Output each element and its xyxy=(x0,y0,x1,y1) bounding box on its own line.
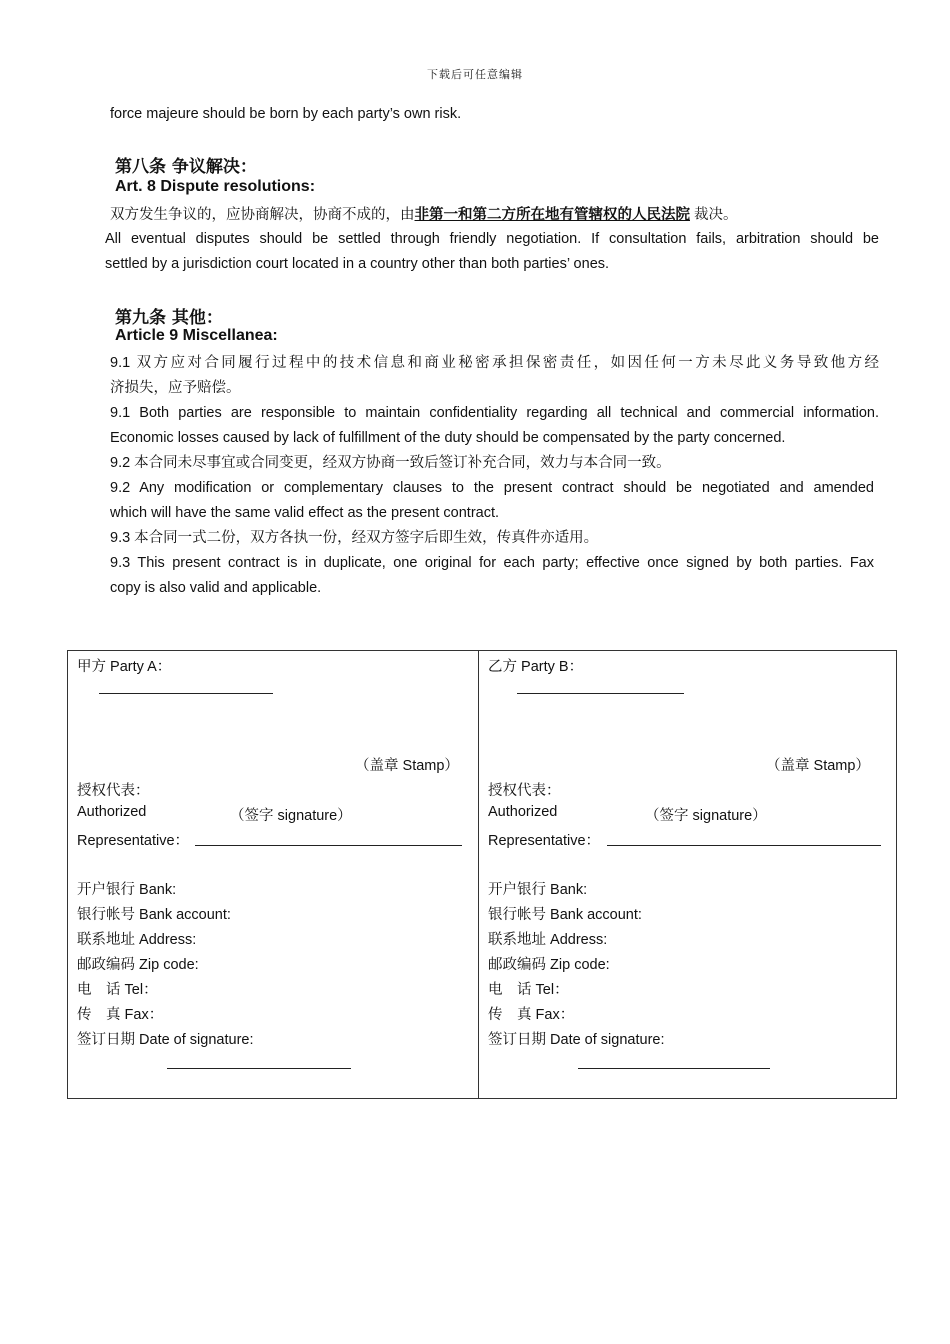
clause-9-1-cn-line2: 济损失，应予赔偿。 xyxy=(110,380,241,396)
party-a-label: 甲方 Party A： xyxy=(77,659,172,675)
art9-title-en: Article 9 Miscellanea: xyxy=(115,327,278,344)
party-b-account: 银行帐号 Bank account: xyxy=(488,907,642,923)
party-b-zip: 邮政编码 Zip code: xyxy=(488,957,610,973)
art8-en-line1: All eventual disputes should be settled through friendly negotiation. If consultation fails, arbitration should be xyxy=(105,231,879,247)
party-a-representative: Representative： xyxy=(77,833,190,849)
party-a-date: 签订日期 Date of signature: xyxy=(77,1032,254,1048)
party-b-date-line[interactable] xyxy=(578,1068,770,1069)
art8-cn-pre: 双方发生争议的，应协商解决，协商不成的，由 xyxy=(110,207,415,223)
art8-cn-clause xyxy=(110,203,738,228)
party-b-label: 乙方 Party B： xyxy=(488,659,584,675)
party-b-representative: Representative： xyxy=(488,833,601,849)
clause-9-1-en-line2: Economic losses caused by lack of fulfillment of the duty should be compensated by the party concerned. xyxy=(110,430,786,446)
clause-9-2-cn: 9.2 本合同未尽事宜或合同变更，经双方协商一致后签订补充合同，效力与本合同一致。 xyxy=(110,455,671,471)
art8-en-line2: settled by a jurisdiction court located in a country other than both parties’ ones. xyxy=(105,256,610,272)
clause-9-1-en-line1: 9.1 Both parties are responsible to maintain confidentiality regarding all technical and commercial information. xyxy=(110,405,879,421)
party-b-date: 签订日期 Date of signature: xyxy=(488,1032,665,1048)
party-a-bank: 开户银行 Bank: xyxy=(77,882,177,898)
clause-9-2-en-line1: 9.2 Any modification or complementary clauses to the present contract should be negotiated and amended xyxy=(110,480,874,496)
party-b-rep-cn: 授权代表： xyxy=(488,783,561,799)
art8-title-cn: 第八条 争议解决： xyxy=(115,157,257,177)
party-b-authorized: Authorized xyxy=(488,804,558,820)
art9-title-cn: 第九条 其他： xyxy=(115,308,223,328)
party-b-stamp: （盖章 Stamp） xyxy=(766,758,870,774)
art8-cn-emphasis: 非第一和第二方所在地有管辖权的人民法院 xyxy=(414,207,690,223)
clause-9-3-en-line2: copy is also valid and applicable. xyxy=(110,580,322,596)
clause-9-3-cn: 9.3 本合同一式二份，双方各执一份，经双方签字后即生效，传真件亦适用。 xyxy=(110,530,599,546)
clause-9-2-en-line2: which will have the same valid effect as the present contract. xyxy=(110,505,500,521)
party-a-tel: 电 话 Tel： xyxy=(77,982,158,998)
party-a-date-line[interactable] xyxy=(167,1068,351,1069)
party-a-stamp: （盖章 Stamp） xyxy=(355,758,459,774)
party-a-zip: 邮政编码 Zip code: xyxy=(77,957,199,973)
page-header: 下载后可任意编辑 xyxy=(427,69,523,81)
party-a-fax: 传 真 Fax： xyxy=(77,1007,164,1023)
party-a-representative-line[interactable] xyxy=(195,845,462,846)
clause-9-1-cn-line1: 9.1 双方应对合同履行过程中的技术信息和商业秘密承担保密责任，如因任何一方未尽此义务导致他方经 xyxy=(110,355,879,371)
party-b-tel: 电 话 Tel： xyxy=(488,982,569,998)
clause-9-3-en-line1: 9.3 This present contract is in duplicate, one original for each party; effective once signed by both parties. Fax xyxy=(110,555,874,571)
party-a-authorized: Authorized xyxy=(77,804,147,820)
party-a-rep-cn: 授权代表： xyxy=(77,783,150,799)
art8-cn-post: 裁决。 xyxy=(690,207,738,223)
intro-line: force majeure should be born by each party’s own risk. xyxy=(110,106,462,122)
party-b-bank: 开户银行 Bank: xyxy=(488,882,588,898)
party-a-signature: （签字 signature） xyxy=(230,808,352,824)
party-a-name-line[interactable] xyxy=(99,693,273,694)
party-b-representative-line[interactable] xyxy=(607,845,881,846)
party-b-fax: 传 真 Fax： xyxy=(488,1007,575,1023)
party-a-address: 联系地址 Address: xyxy=(77,932,197,948)
signature-table-divider xyxy=(478,650,479,1099)
party-b-name-line[interactable] xyxy=(517,693,684,694)
party-a-account: 银行帐号 Bank account: xyxy=(77,907,231,923)
art8-title-en: Art. 8 Dispute resolutions: xyxy=(115,178,316,195)
party-b-signature: （签字 signature） xyxy=(645,808,767,824)
party-b-address: 联系地址 Address: xyxy=(488,932,608,948)
